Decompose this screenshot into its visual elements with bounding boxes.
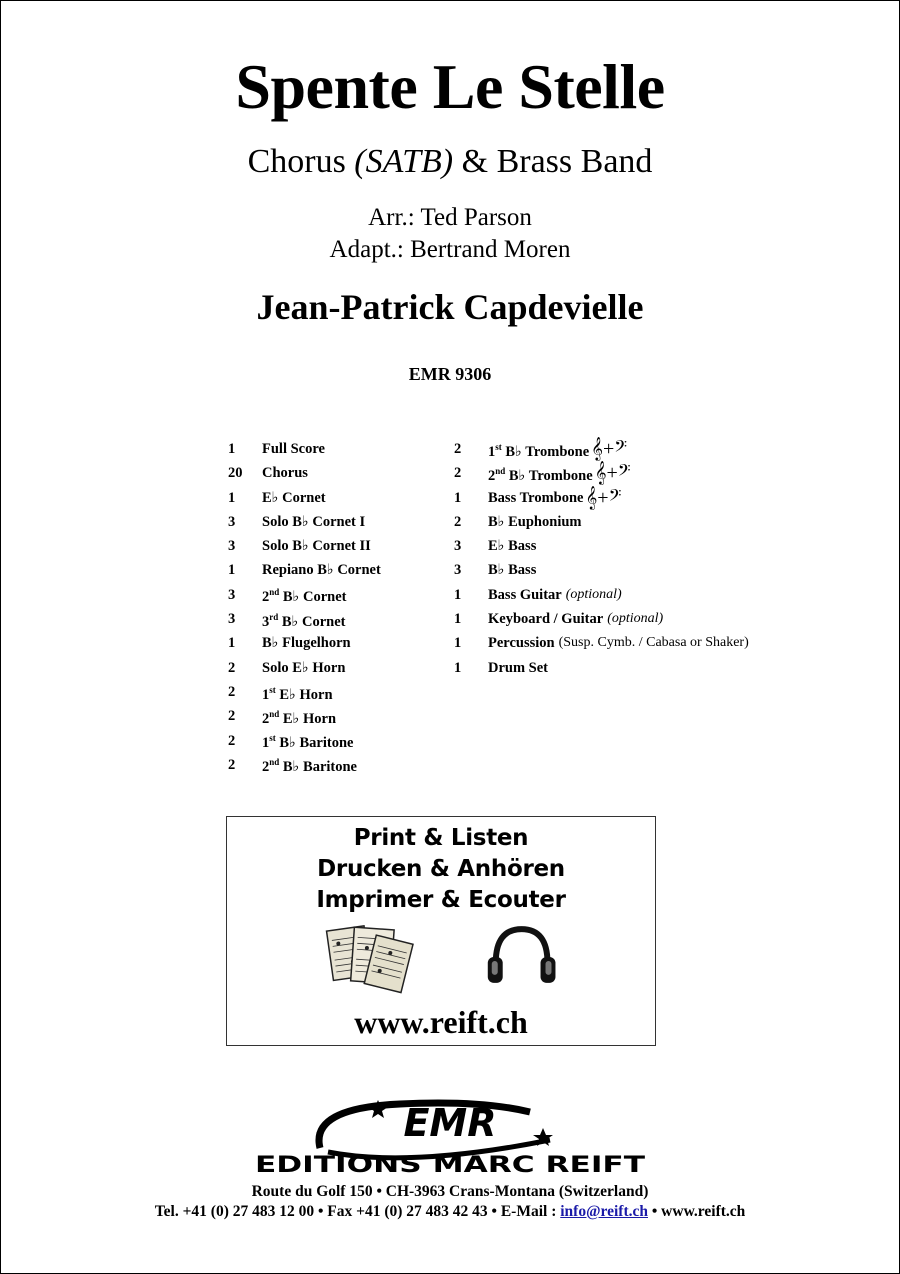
part-name: Repiano B♭ Cornet [262,562,381,579]
part-row [454,534,749,558]
arranger-credit: Arr.: Ted Parson [368,204,532,231]
parts-list-right [454,437,749,680]
part-row [228,437,381,461]
part-note: (Susp. Cymb. / Cabasa or Shaker) [558,635,749,651]
part-quantity: 2 [454,441,462,457]
part-row [454,656,749,680]
part-quantity: 2 [454,465,462,482]
part-name: Solo B♭ Cornet I [262,513,366,530]
part-quantity: 2 [454,513,462,530]
part-name: 1st B♭ Trombone [488,441,590,460]
part-quantity: 1 [454,635,462,652]
promo-line-de: Drucken & Anhören [317,856,565,882]
credits [0,202,900,266]
subtitle-suffix: & Brass Band [453,143,653,180]
clef-icon: 𝄞+𝄢 [591,438,628,461]
promo-icons [227,921,655,1001]
part-name: Drum Set [488,659,549,676]
part-name: 1st E♭ Horn [262,684,333,703]
logo-mark: EMR [403,1101,497,1145]
part-row [228,656,381,680]
part-quantity: 1 [454,659,462,676]
part-name: 2nd E♭ Horn [262,708,337,727]
part-quantity: 1 [454,586,462,603]
part-name: E♭ Bass [488,538,537,555]
part-quantity: 2 [228,683,236,700]
part-row [228,729,381,753]
part-quantity: 3 [454,562,462,579]
clef-icon: 𝄞+𝄢 [594,462,631,485]
part-name: Chorus [262,465,308,482]
headphones-icon [488,929,556,983]
part-row [454,631,749,655]
part-quantity: 3 [228,513,236,530]
part-row [228,680,381,704]
part-name: 2nd B♭ Cornet [262,587,347,606]
part-name: 3rd B♭ Cornet [262,611,346,630]
subtitle-prefix: Chorus [247,143,355,180]
part-quantity: 2 [228,732,236,749]
part-row [228,607,381,631]
part-quantity: 2 [228,708,236,725]
composer-name: Jean-Patrick Capdevielle [256,287,644,327]
logo-name: EDITIONS MARC REIFT [255,1153,645,1178]
part-quantity: 2 [228,756,236,773]
part-name: Solo E♭ Horn [262,659,346,676]
part-quantity: 2 [228,659,236,676]
part-quantity: 3 [228,611,236,628]
part-quantity: 1 [454,611,462,628]
parts-list-left [228,437,381,777]
email-link[interactable]: info@reift.ch [560,1203,648,1220]
part-name: Bass Trombone [488,489,584,506]
part-quantity: 1 [228,635,236,652]
sheet-music-icon [327,926,413,993]
promo-line-en: Print & Listen [353,825,529,851]
part-row [228,486,381,510]
part-name: B♭ Flugelhorn [262,635,351,652]
part-quantity: 3 [228,538,236,555]
part-row [228,631,381,655]
part-row [454,510,749,534]
emr-logo [250,1090,650,1180]
part-row [454,486,749,510]
part-quantity: 1 [228,441,236,457]
part-quantity: 3 [228,586,236,603]
clef-icon: 𝄞+𝄢 [585,486,622,509]
adapter-credit: Adapt.: Bertrand Moren [329,236,571,263]
part-name: B♭ Euphonium [488,513,582,530]
part-name: 2nd B♭ Trombone [488,465,593,484]
part-row [228,583,381,607]
part-quantity: 20 [228,465,243,482]
part-name: Percussion [488,635,555,652]
part-name: Keyboard / Guitar [488,611,604,628]
part-name: Full Score [262,441,325,457]
subtitle-voicing: (SATB) [354,143,454,180]
page-title: Spente Le Stelle [235,51,665,122]
part-name: Bass Guitar [488,586,562,603]
part-row [228,704,381,728]
promo-url[interactable]: www.reift.ch [354,1004,528,1040]
part-row [454,558,749,582]
part-row [228,558,381,582]
part-name: Solo B♭ Cornet II [262,538,371,555]
part-name: 2nd B♭ Baritone [262,757,357,776]
part-quantity: 1 [454,489,462,506]
part-row [454,461,749,485]
part-name: E♭ Cornet [262,489,326,506]
part-row [228,534,381,558]
part-row [454,583,749,607]
part-name: 1st B♭ Baritone [262,733,354,751]
catalog-number: EMR 9306 [408,364,492,384]
part-row [228,461,381,485]
contact-phone-fax: Tel. +41 (0) 27 483 12 00 • Fax +41 (0) 27 483 42 43 • E-Mail : [154,1203,561,1220]
promo-line-fr: Imprimer & Ecouter [316,887,566,913]
part-row [454,607,749,631]
part-row [454,437,749,461]
subtitle [0,143,900,181]
part-quantity: 1 [228,562,236,579]
part-note: (optional) [565,586,622,602]
print-listen-box [226,816,656,1046]
part-quantity: 3 [454,538,462,555]
part-row [228,753,381,777]
publisher-contact [0,1203,900,1221]
part-name: B♭ Bass [488,562,537,579]
part-quantity: 1 [228,489,236,506]
part-note: (optional) [607,611,664,627]
publisher-address: Route du Golf 150 • CH-3963 Crans-Montana (Switzerland) [251,1183,649,1200]
contact-website[interactable]: • www.reift.ch [648,1203,746,1220]
part-row [228,510,381,534]
